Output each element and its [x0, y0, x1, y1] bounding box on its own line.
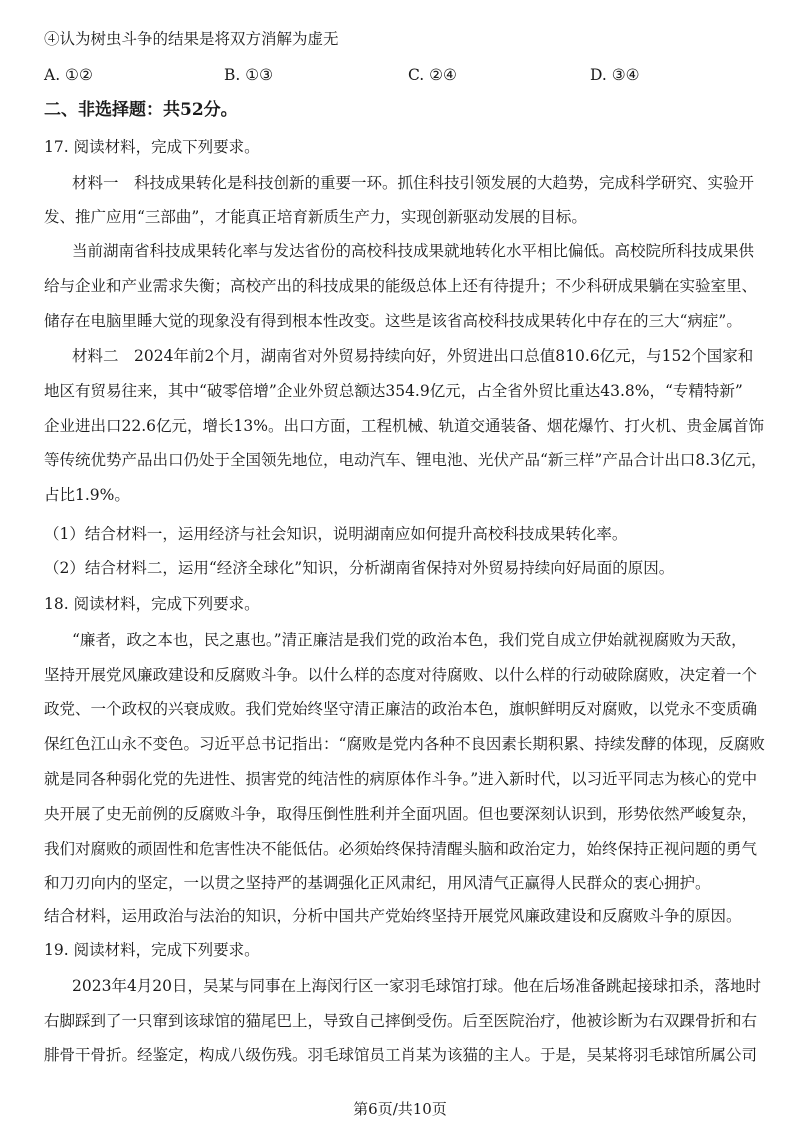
q18-material-line: 就是同各种弱化党的先进性、损害党的纯洁性的病原体作斗争。”进入新时代，以习近平同志为核心的党中 [44, 770, 758, 788]
q18-material-line: 我们对腐败的顽固性和危害性决不能低估。必须始终保持清醒头脑和政治定力，始终保持正视问题的勇气 [44, 840, 758, 858]
q19-material-line: 右脚踩到了一只窜到该球馆的猫尾巴上，导致自己摔倒受伤。后至医院治疗，他被诊断为右双踝骨折和右 [44, 1012, 758, 1030]
q18-question: 结合材料，运用政治与法治的知识，分析中国共产党始终坚持开展党风廉政建设和反腐败斗争的原因。 [44, 907, 742, 925]
q17-sub-question-2: （2）结合材料二，运用“经济全球化”知识，分析湖南省保持对外贸易持续向好局面的原因。 [44, 559, 675, 577]
page-number: 第6页/共10页 [353, 1100, 447, 1118]
choice-b: B. ①③ [224, 66, 274, 84]
q18-material-line: 和刀刃向内的坚定，一以贯之坚持严的基调强化正风肃纪，用风清气正赢得人民群众的衷心拥护。 [44, 874, 711, 892]
q17-material-line: 储存在电脑里睡大觉的现象没有得到根本性改变。这些是该省高校科技成果转化中存在的三大“病症”。 [44, 312, 742, 330]
q19-stem: 19. 阅读材料，完成下列要求。 [44, 941, 260, 959]
q16-option-4: ④认为树虫斗争的结果是将双方消解为虚无 [44, 30, 339, 48]
q17-material-line: 当前湖南省科技成果转化率与发达省份的高校科技成果就地转化水平相比偏低。高校院所科技成果供 [72, 242, 755, 260]
q18-material-line: 保红色江山永不变色。习近平总书记指出：“腐败是党内各种不良因素长期积累、持续发酵的体现，反腐败 [44, 735, 765, 753]
q18-material-line: “廉者，政之本也，民之惠也。”清正廉洁是我们党的政治本色，我们党自成立伊始就视腐败为天敌， [72, 631, 747, 649]
q19-material-line: 腓骨干骨折。经鉴定，构成八级伤残。羽毛球馆员工肖某为该猫的主人。于是，吴某将羽毛球馆所属公司 [44, 1046, 758, 1064]
q17-material-line: 地区有贸易往来，其中“破零倍增”企业外贸总额达354.9亿元，占全省外贸比重达43.8%，“专精特新” [44, 382, 743, 400]
q17-sub-question-1: （1）结合材料一，运用经济与社会知识，说明湖南应如何提升高校科技成果转化率。 [44, 525, 628, 543]
q17-material-line: 占比1.9%。 [44, 486, 130, 504]
q18-material-line: 央开展了史无前例的反腐败斗争，取得压倒性胜利并全面巩固。但也要深刻认识到，形势依然严峻复杂， [44, 805, 758, 823]
q18-material-line: 坚持开展党风廉政建设和反腐败斗争。以什么样的态度对待腐败、以什么样的行动破除腐败，决定着一个 [44, 666, 758, 684]
q17-material-line: 等传统优势产品出口仍处于全国领先地位，电动汽车、锂电池、光伏产品“新三样”产品合计出口8.3亿元， [44, 451, 767, 469]
q17-material-line: 发、推广应用“三部曲”，才能真正培育新质生产力，实现创新驱动发展的目标。 [44, 208, 587, 226]
q17-material-line: 企业进出口22.6亿元，增长13%。出口方面，工程机械、轨道交通装备、烟花爆竹、打火机、贵金属首饰 [44, 417, 764, 435]
q17-material-line: 给与企业和产业需求失衡；高校产出的科技成果的能级总体上还有待提升；不少科研成果躺在实验室里、 [44, 277, 758, 295]
choice-a: A. ①② [44, 66, 93, 84]
q18-stem: 18. 阅读材料，完成下列要求。 [44, 595, 260, 613]
q17-material-line: 材料二 2024年前2个月，湖南省对外贸易持续向好，外贸进出口总值810.6亿元，与152个国家和 [72, 347, 754, 365]
section-title: 二、非选择题：共52分。 [44, 100, 238, 120]
q17-stem: 17. 阅读材料，完成下列要求。 [44, 138, 260, 156]
choice-c: C. ②④ [408, 66, 457, 84]
q17-material-line: 材料一 科技成果转化是科技创新的重要一环。抓住科技引领发展的大趋势，完成科学研究、实验开 [72, 174, 755, 192]
q18-material-line: 政党、一个政权的兴衰成败。我们党始终坚守清正廉洁的政治本色，旗帜鲜明反对腐败，以党永不变质确 [44, 700, 758, 718]
choice-d: D. ③④ [590, 66, 640, 84]
q19-material-line: 2023年4月20日，吴某与同事在上海闵行区一家羽毛球馆打球。他在后场准备跳起接球扣杀，落地时 [72, 977, 762, 995]
